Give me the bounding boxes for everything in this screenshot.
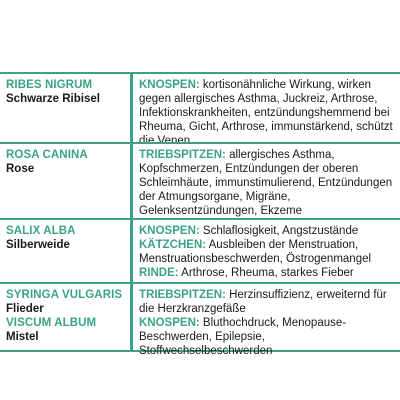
part-label: KÄTZCHEN:	[139, 239, 207, 251]
plant-uses	[133, 74, 400, 147]
part-label: TRIEBSPITZEN:	[139, 149, 226, 161]
part-text: allergisches Asthma, Kopfschmerzen, Entzündungen der oberen Schleimhäute, immunstimulierend, Entzündungen der Atmungsorgane, Migräne, Gelenksentzündungen, Ekzeme	[139, 149, 393, 217]
plant-uses	[133, 144, 400, 218]
latin-name: RIBES NIGRUM	[6, 79, 93, 91]
common-name: Flieder	[6, 303, 44, 315]
common-name: Mistel	[6, 331, 39, 343]
table-row	[0, 142, 400, 218]
common-name: Schwarze Ribisel	[6, 93, 100, 105]
table-row	[0, 282, 400, 357]
table-row	[0, 218, 400, 282]
part-text: Herzinsuffizienz, erweiternd für die Herzkranzgefäße	[139, 289, 387, 315]
plant-uses	[133, 220, 400, 282]
use-line	[139, 224, 394, 238]
part-label: KNOSPEN:	[139, 317, 200, 329]
plant-uses	[133, 284, 400, 357]
part-text: Ausbleiben der Menstruation, Menstruationsbeschwerden, Östrogenmangel	[139, 239, 372, 265]
latin-name: VISCUM ALBUM	[6, 317, 97, 329]
plant-names	[0, 284, 130, 350]
common-name: Rose	[6, 163, 35, 175]
part-text: Bluthochdruck, Menopause-Beschwerden, Epilepsie, Stoffwechselbeschwerden	[139, 317, 347, 357]
use-line	[139, 316, 394, 358]
latin-name: ROSA CANINA	[6, 149, 88, 161]
part-label: KNOSPEN:	[139, 79, 200, 91]
table-row	[0, 72, 400, 147]
latin-name: SYRINGA VULGARIS	[6, 289, 123, 301]
latin-name: SALIX ALBA	[6, 225, 76, 237]
part-label: TRIEBSPITZEN:	[139, 289, 226, 301]
use-line	[139, 288, 394, 316]
part-label: KNOSPEN:	[139, 225, 200, 237]
remedies-table	[0, 72, 400, 357]
part-text: kortisonähnliche Wirkung, wirken gegen allergisches Asthma, Juckreiz, Arthrose, Infektionskrankheiten, entzündungshemmend bei Rheuma, Gicht, Arthrose, immunstärkend, schützt die Venen	[139, 79, 393, 147]
part-text: Arthrose, Rheuma, starkes Fieber	[178, 267, 354, 279]
use-line	[139, 266, 394, 280]
plant-names	[0, 220, 130, 282]
plant-names	[0, 74, 130, 142]
part-text: Schlaflosigkeit, Angstzustände	[199, 225, 359, 237]
plant-names	[0, 144, 130, 218]
use-line	[139, 238, 394, 266]
common-name: Silberweide	[6, 239, 70, 251]
part-label: RINDE:	[139, 267, 179, 279]
